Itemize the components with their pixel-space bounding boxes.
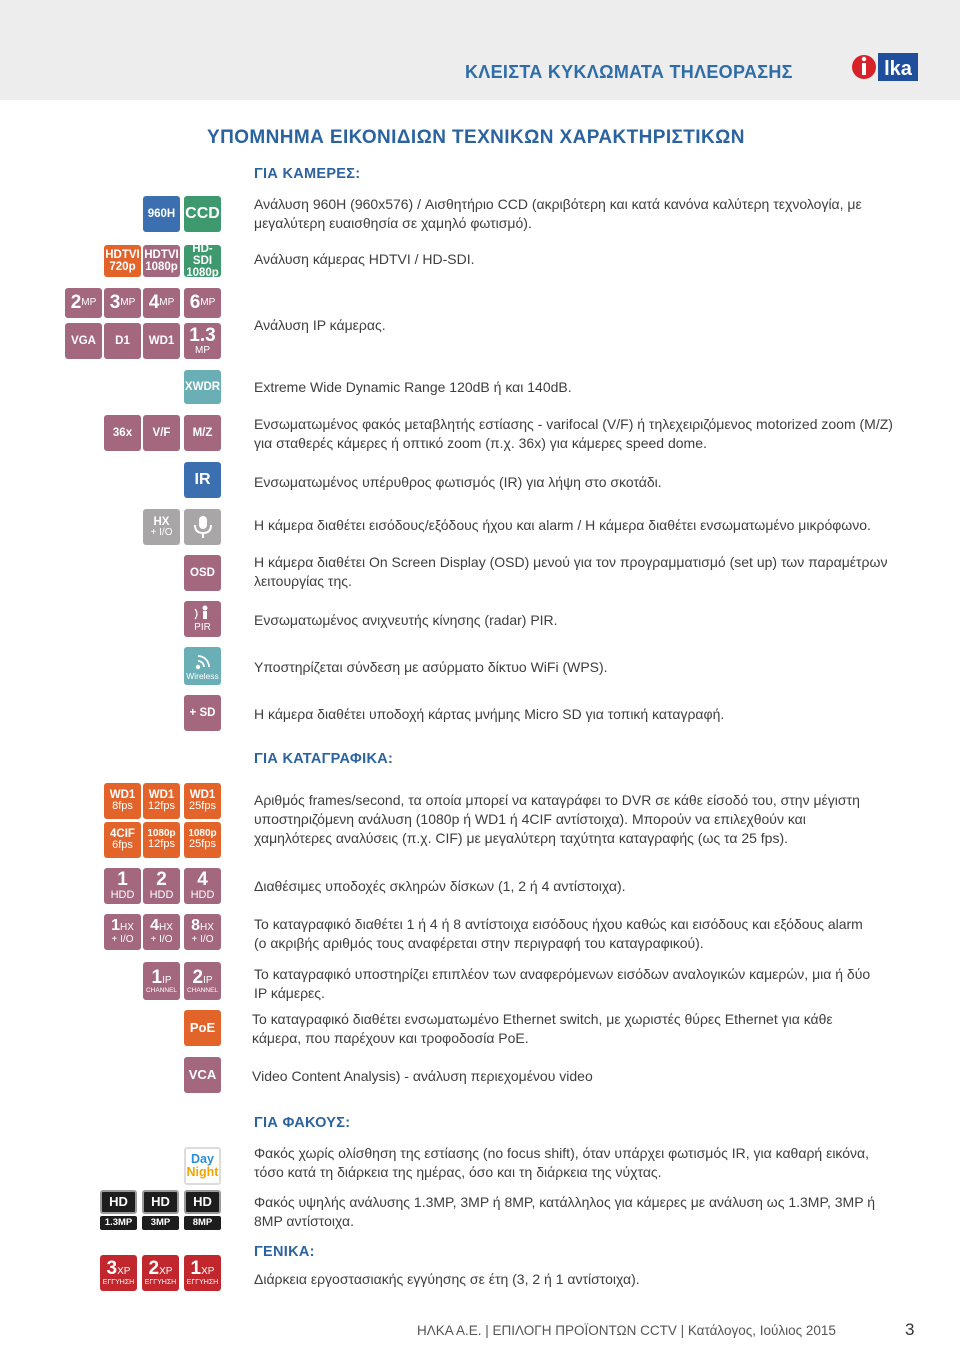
6mp-icon: 6 MP xyxy=(184,288,221,318)
vca-icon: VCA xyxy=(184,1057,221,1093)
desc-ip: Ανάλυση IP κάμερας. xyxy=(254,317,386,333)
ccd-icon: CCD xyxy=(184,196,221,232)
hdtvi-1080p-icon: HDTVI 1080p xyxy=(143,245,180,277)
hd-8mp-lens-icon: HD 8MP xyxy=(184,1190,221,1230)
hd-1-3mp-lens-icon: HD 1.3MP xyxy=(100,1190,137,1230)
day-night-icon: Day Night xyxy=(184,1147,221,1185)
varifocal-icon: V/F xyxy=(143,415,180,451)
pir-icon: PIR xyxy=(184,601,221,637)
ilka-logo xyxy=(850,48,920,86)
section-recorders-heading: ΓΙΑ ΚΑΤΑΓΡΑΦΙΚΑ: xyxy=(254,751,394,767)
1080p-12fps-icon: 1080p 12fps xyxy=(143,822,180,858)
1-year-warranty-icon: 1XP ΕΓΓΥΗΣΗ xyxy=(184,1255,221,1291)
desc-audio-recorder: Το καταγραφικό διαθέτει 1 ή 4 ή 8 αντίστοιχα εισόδους ήχου καθώς και εισόδους και εξόδους alarm (ο ακριβής αριθμός τους αναφέρεται στην περιγραφή του καταγραφικού). xyxy=(254,916,863,951)
wireless-icon: Wireless xyxy=(184,647,221,685)
footer-text: ΗΛΚΑ Α.Ε. | ΕΠΙΛΟΓΗ ΠΡΟΪΟΝΤΩΝ CCTV | Κατάλογος, Ιούλιος 2015 xyxy=(417,1323,836,1338)
page-title: ΥΠΟΜΝΗΜΑ ΕΙΚΟΝΙΔΙΩΝ ΤΕΧΝΙΚΩΝ ΧΑΡΑΚΤΗΡΙΣΤΙΚΩΝ xyxy=(207,127,745,148)
osd-icon: OSD xyxy=(184,555,221,591)
desc-sd: Η κάμερα διαθέτει υποδοχή κάρτας μνήμης Micro SD για τοπική καταγραφή. xyxy=(254,706,725,722)
desc-fps: Αριθμός frames/second, τα οποία μπορεί να καταγράφει το DVR σε κάθε είσοδό του, στην μέγιστη υποστηριζόμενη ανάλυση (1080p ή WD1 ή 4CIF αντίστοιχα). Μπορούν να επιλεχθούν και χαμηλότερες αναλύσεις (π.χ. CIF) με μεγαλύτερη ταχύτητα καταγραφής (ως τα 25 fps). xyxy=(254,792,860,846)
desc-day-night: Φακός χωρίς ολίσθηση της εστίασης (no focus shift), όταν υπάρχει φωτισμός IR, για καθαρή εικόνα, τόσο κατά τη διάρκεια της ημέρας, όσο και τη διάρκεια της νύχτας. xyxy=(254,1145,870,1180)
desc-osd: Η κάμερα διαθέτει On Screen Display (OSD) μενού για τον προγραμματισμό (set up) των παραμέτρων λειτουργίας της. xyxy=(254,554,888,589)
hd-3mp-lens-icon: HD 3MP xyxy=(142,1190,179,1230)
desc-960h: Ανάλυση 960H (960x576) / Αισθητήριο CCD (ακριβότερη και κατά κανόνα καλύτερη τεχνολογία, με μεγαλύτερη ευαισθησία σε χαμηλό φωτισμό). xyxy=(254,196,862,231)
microphone-icon xyxy=(184,509,221,545)
wd1-25fps-icon: WD1 25fps xyxy=(184,783,221,819)
motorized-zoom-icon: M/Z xyxy=(184,415,221,451)
4mp-icon: 4 MP xyxy=(143,288,180,318)
desc-wifi: Υποστηρίζεται σύνδεση με ασύρματο δίκτυο WiFi (WPS). xyxy=(254,659,608,675)
2-ip-channel-icon: 2IP CHANNEL xyxy=(184,962,221,1000)
header-title: ΚΛΕΙΣΤΑ ΚΥΚΛΩΜΑΤΑ ΤΗΛΕΟΡΑΣΗΣ xyxy=(465,62,793,82)
desc-hdd: Διαθέσιμες υποδοχές σκληρών δίσκων (1, 2 ή 4 αντίστοιχα). xyxy=(254,878,626,894)
section-lenses-heading: ΓΙΑ ΦΑΚΟΥΣ: xyxy=(254,1115,351,1131)
4cif-6fps-icon: 4CIF 6fps xyxy=(104,822,141,858)
2-year-warranty-icon: 2XP ΕΓΓΥΗΣΗ xyxy=(142,1255,179,1291)
2mp-icon: 2 MP xyxy=(65,288,102,318)
desc-hdtvi: Ανάλυση κάμερας HDTVI / HD-SDI. xyxy=(254,251,475,267)
desc-hd-lens: Φακός υψηλής ανάλυσης 1.3MP, 3MP ή 8MP, κατάλληλος για κάμερες με ανάλυση ως 1.3MP, 3MP ή 8MP αντίστοιχα. xyxy=(254,1194,875,1229)
desc-audio: Η κάμερα διαθέτει εισόδους/εξόδους ήχου και alarm / Η κάμερα διαθέτει ενσωματωμένο μικρόφωνο. xyxy=(254,517,871,533)
desc-pir: Ενσωματωμένος ανιχνευτής κίνησης (radar) PIR. xyxy=(254,612,558,628)
page-number: 3 xyxy=(905,1320,915,1339)
audio-io-icon: HX + I/O xyxy=(143,509,180,545)
2-hdd-icon: 2 HDD xyxy=(143,868,180,904)
desc-ir: Ενσωματωμένος υπέρυθρος φωτισμός (IR) για λήψη στο σκοτάδι. xyxy=(254,474,662,490)
8-audio-io-icon: 8HX + I/O xyxy=(184,914,221,950)
hd-sdi-1080p-icon: HD-SDI 1080p xyxy=(184,245,221,277)
wd1-icon: WD1 xyxy=(143,323,180,359)
4-audio-io-icon: 4HX + I/O xyxy=(143,914,180,950)
header-bar xyxy=(0,0,960,100)
section-cameras-heading: ΓΙΑ ΚΑΜΕΡΕΣ: xyxy=(254,166,361,182)
xwdr-icon: XWDR xyxy=(184,370,221,404)
960h-icon: 960H xyxy=(143,196,180,232)
desc-xwdr: Extreme Wide Dynamic Range 120dB ή και 140dB. xyxy=(254,379,572,395)
1-audio-io-icon: 1HX + I/O xyxy=(104,914,141,950)
1-hdd-icon: 1 HDD xyxy=(104,868,141,904)
desc-lens: Ενσωματωμένος φακός μεταβλητής εστίασης - varifocal (V/F) ή τηλεχειριζόμενος motorized zoom (M/Z) για σταθερές κάμερες ή οπτικό zoom (π.χ. 36x) για κάμερες speed dome. xyxy=(254,416,893,451)
1080p-25fps-icon: 1080p 25fps xyxy=(184,822,221,858)
3-year-warranty-icon: 3XP ΕΓΓΥΗΣΗ xyxy=(100,1255,137,1291)
poe-icon: PoE xyxy=(184,1010,221,1046)
1-ip-channel-icon: 1IP CHANNEL xyxy=(143,962,180,1000)
desc-vca: Video Content Analysis) - ανάλυση περιεχομένου video xyxy=(252,1068,593,1084)
desc-ip-channel: Το καταγραφικό υποστηρίζει επιπλέον των αναφερόμενων εισόδων αναλογικών καμερών, μια ή δύο IP κάμερες. xyxy=(254,966,871,1001)
1-3mp-icon: 1.3 MP xyxy=(184,323,221,359)
36x-zoom-icon: 36x xyxy=(104,415,141,451)
vga-icon: VGA xyxy=(65,323,102,359)
sd-card-icon: + SD xyxy=(184,695,221,731)
desc-warranty: Διάρκεια εργοστασιακής εγγύησης σε έτη (3, 2 ή 1 αντίστοιχα). xyxy=(254,1271,640,1287)
hdtvi-720p-icon: HDTVI 720p xyxy=(104,245,141,277)
3mp-icon: 3 MP xyxy=(104,288,141,318)
ir-icon: IR xyxy=(184,462,221,498)
svg-text:lka: lka xyxy=(884,58,912,80)
desc-poe: Το καταγραφικό διαθέτει ενσωματωμένο Ethernet switch, με χωριστές θύρες Ethernet για κάθε κάμερα, που παρέχουν και τροφοδοσία PoE. xyxy=(252,1011,833,1046)
wd1-8fps-icon: WD1 8fps xyxy=(104,783,141,819)
section-general-heading: ΓΕΝΙΚΑ: xyxy=(254,1244,315,1260)
4-hdd-icon: 4 HDD xyxy=(184,868,221,904)
wd1-12fps-icon: WD1 12fps xyxy=(143,783,180,819)
d1-icon: D1 xyxy=(104,323,141,359)
